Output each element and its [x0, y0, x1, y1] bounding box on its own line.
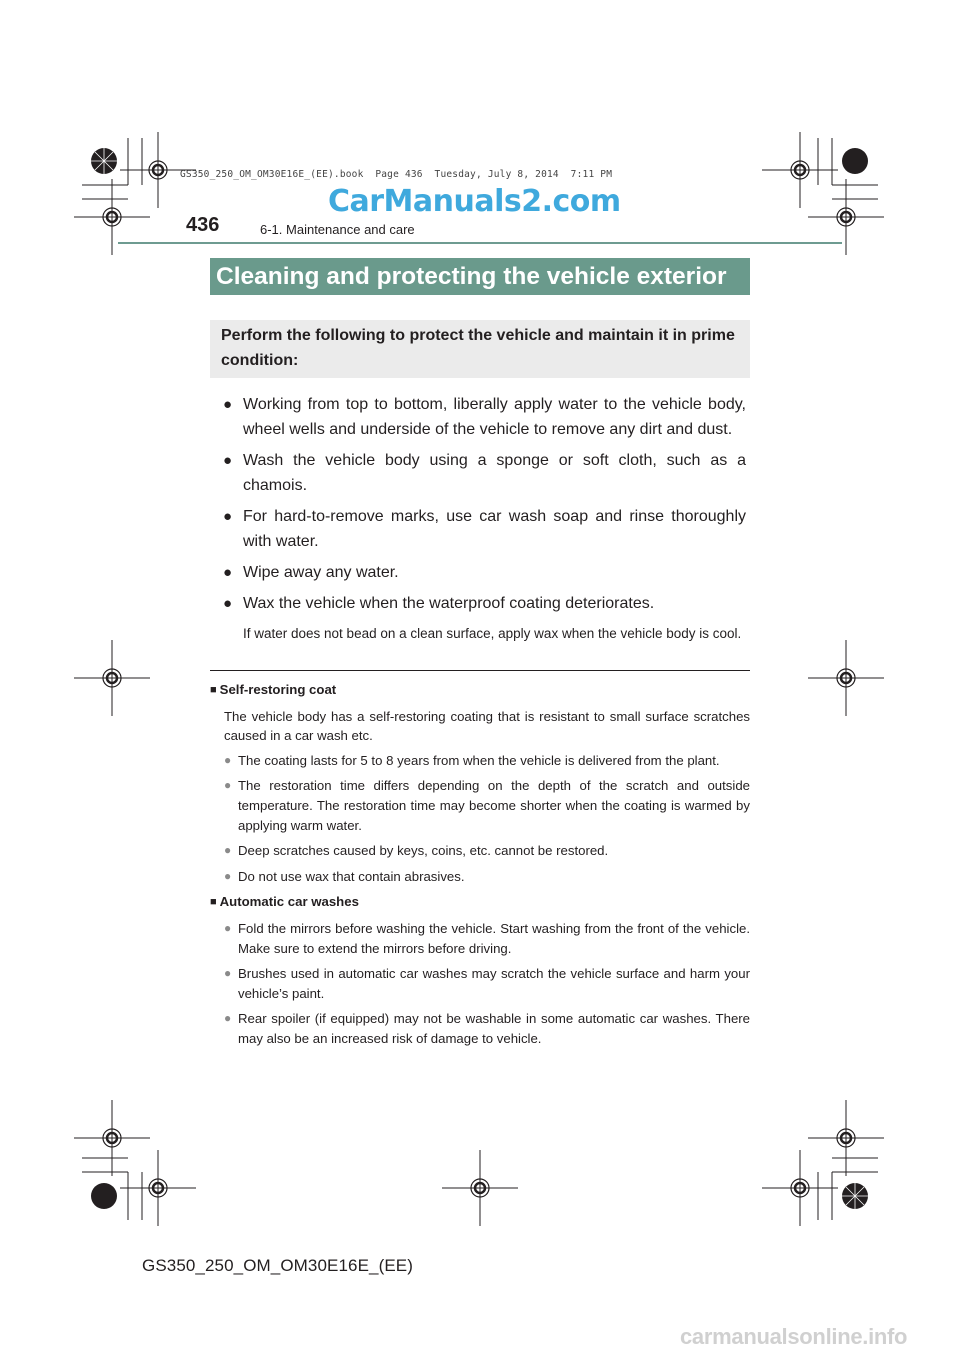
list-item: ● Wash the vehicle body using a sponge or soft cloth, such as a chamois.: [223, 448, 746, 498]
bullet-icon: ●: [223, 508, 233, 525]
page-title: Cleaning and protecting the vehicle exterior: [210, 258, 750, 295]
square-icon: ■: [210, 684, 217, 696]
bullet-icon: ●: [224, 1011, 232, 1026]
page-number: 436: [186, 214, 220, 236]
note-item: ● Brushes used in automatic car washes may scratch the vehicle surface and harm your vehicle’s paint.: [224, 966, 750, 1001]
section-title: 6-1. Maintenance and care: [260, 222, 415, 237]
watermark-footer[interactable]: carmanualsonline.info: [680, 1324, 908, 1349]
note-heading: ■ Self-restoring coat: [210, 682, 337, 697]
print-info: GS350_250_OM_OM30E16E_(EE).book Page 436 Tuesday, July 8, 2014 7:11 PM: [180, 169, 613, 180]
bullet-icon: ●: [224, 752, 232, 767]
wax-note: If water does not bead on a clean surface, apply wax when the vehicle body is cool.: [243, 626, 742, 641]
bullet-icon: ●: [223, 396, 233, 413]
bullet-icon: ●: [224, 843, 232, 858]
square-icon: ■: [210, 896, 217, 909]
intro-box: [210, 320, 750, 378]
list-item: ● For hard-to-remove marks, use car wash soap and rinse thoroughly with water.: [223, 504, 746, 554]
notes-section: [210, 680, 750, 1055]
note-item: ● The coating lasts for 5 to 8 years from when the vehicle is delivered from the plant.: [210, 751, 750, 771]
note-item: ● Do not use wax that contain abrasives.: [210, 867, 750, 887]
bullet-icon: ●: [224, 966, 232, 981]
watermark-logo[interactable]: CarManuals2.com: [328, 184, 621, 219]
bullet-icon: ●: [223, 564, 233, 581]
note-item: ● Rear spoiler (if equipped) may not be washable in some automatic car washes. There may also be an increased risk of damage to vehicle.: [224, 1011, 750, 1046]
notes-divider: [210, 670, 750, 671]
bullet-icon: ●: [223, 595, 233, 612]
note-heading: ■ Automatic car washes: [210, 894, 359, 910]
header-divider: [118, 242, 842, 244]
note-item: ● Fold the mirrors before washing the vehicle. Start washing from the front of the vehicle. Make sure to extend the mirrors before driving.: [224, 920, 750, 956]
document-code: GS350_250_OM_OM30E16E_(EE): [142, 1256, 413, 1275]
list-item: ● Wipe away any water.: [223, 560, 746, 585]
bullet-icon: ●: [223, 452, 233, 469]
bullet-icon: ●: [224, 778, 232, 793]
note-item: ● Deep scratches caused by keys, coins, etc. cannot be restored.: [210, 841, 750, 861]
note-item: ● The restoration time differs depending on the depth of the scratch and outside temperature. The restoration time may become shorter when the coating is warmed by applying warm water.: [224, 778, 750, 833]
procedure-list: [223, 392, 746, 645]
list-item: ● Working from top to bottom, liberally apply water to the vehicle body, wheel wells and underside of the vehicle to remove any dirt and dust.: [223, 392, 746, 442]
note-paragraph: The vehicle body has a self-restoring coating that is resistant to small surface scratches caused in a car wash etc.: [224, 708, 750, 744]
list-item: ● Wax the vehicle when the waterproof coating deteriorates.: [223, 591, 746, 616]
bullet-icon: ●: [224, 920, 232, 935]
intro-text: Perform the following to protect the vehicle and maintain it in prime condition:: [221, 327, 735, 369]
bullet-icon: ●: [224, 868, 232, 883]
